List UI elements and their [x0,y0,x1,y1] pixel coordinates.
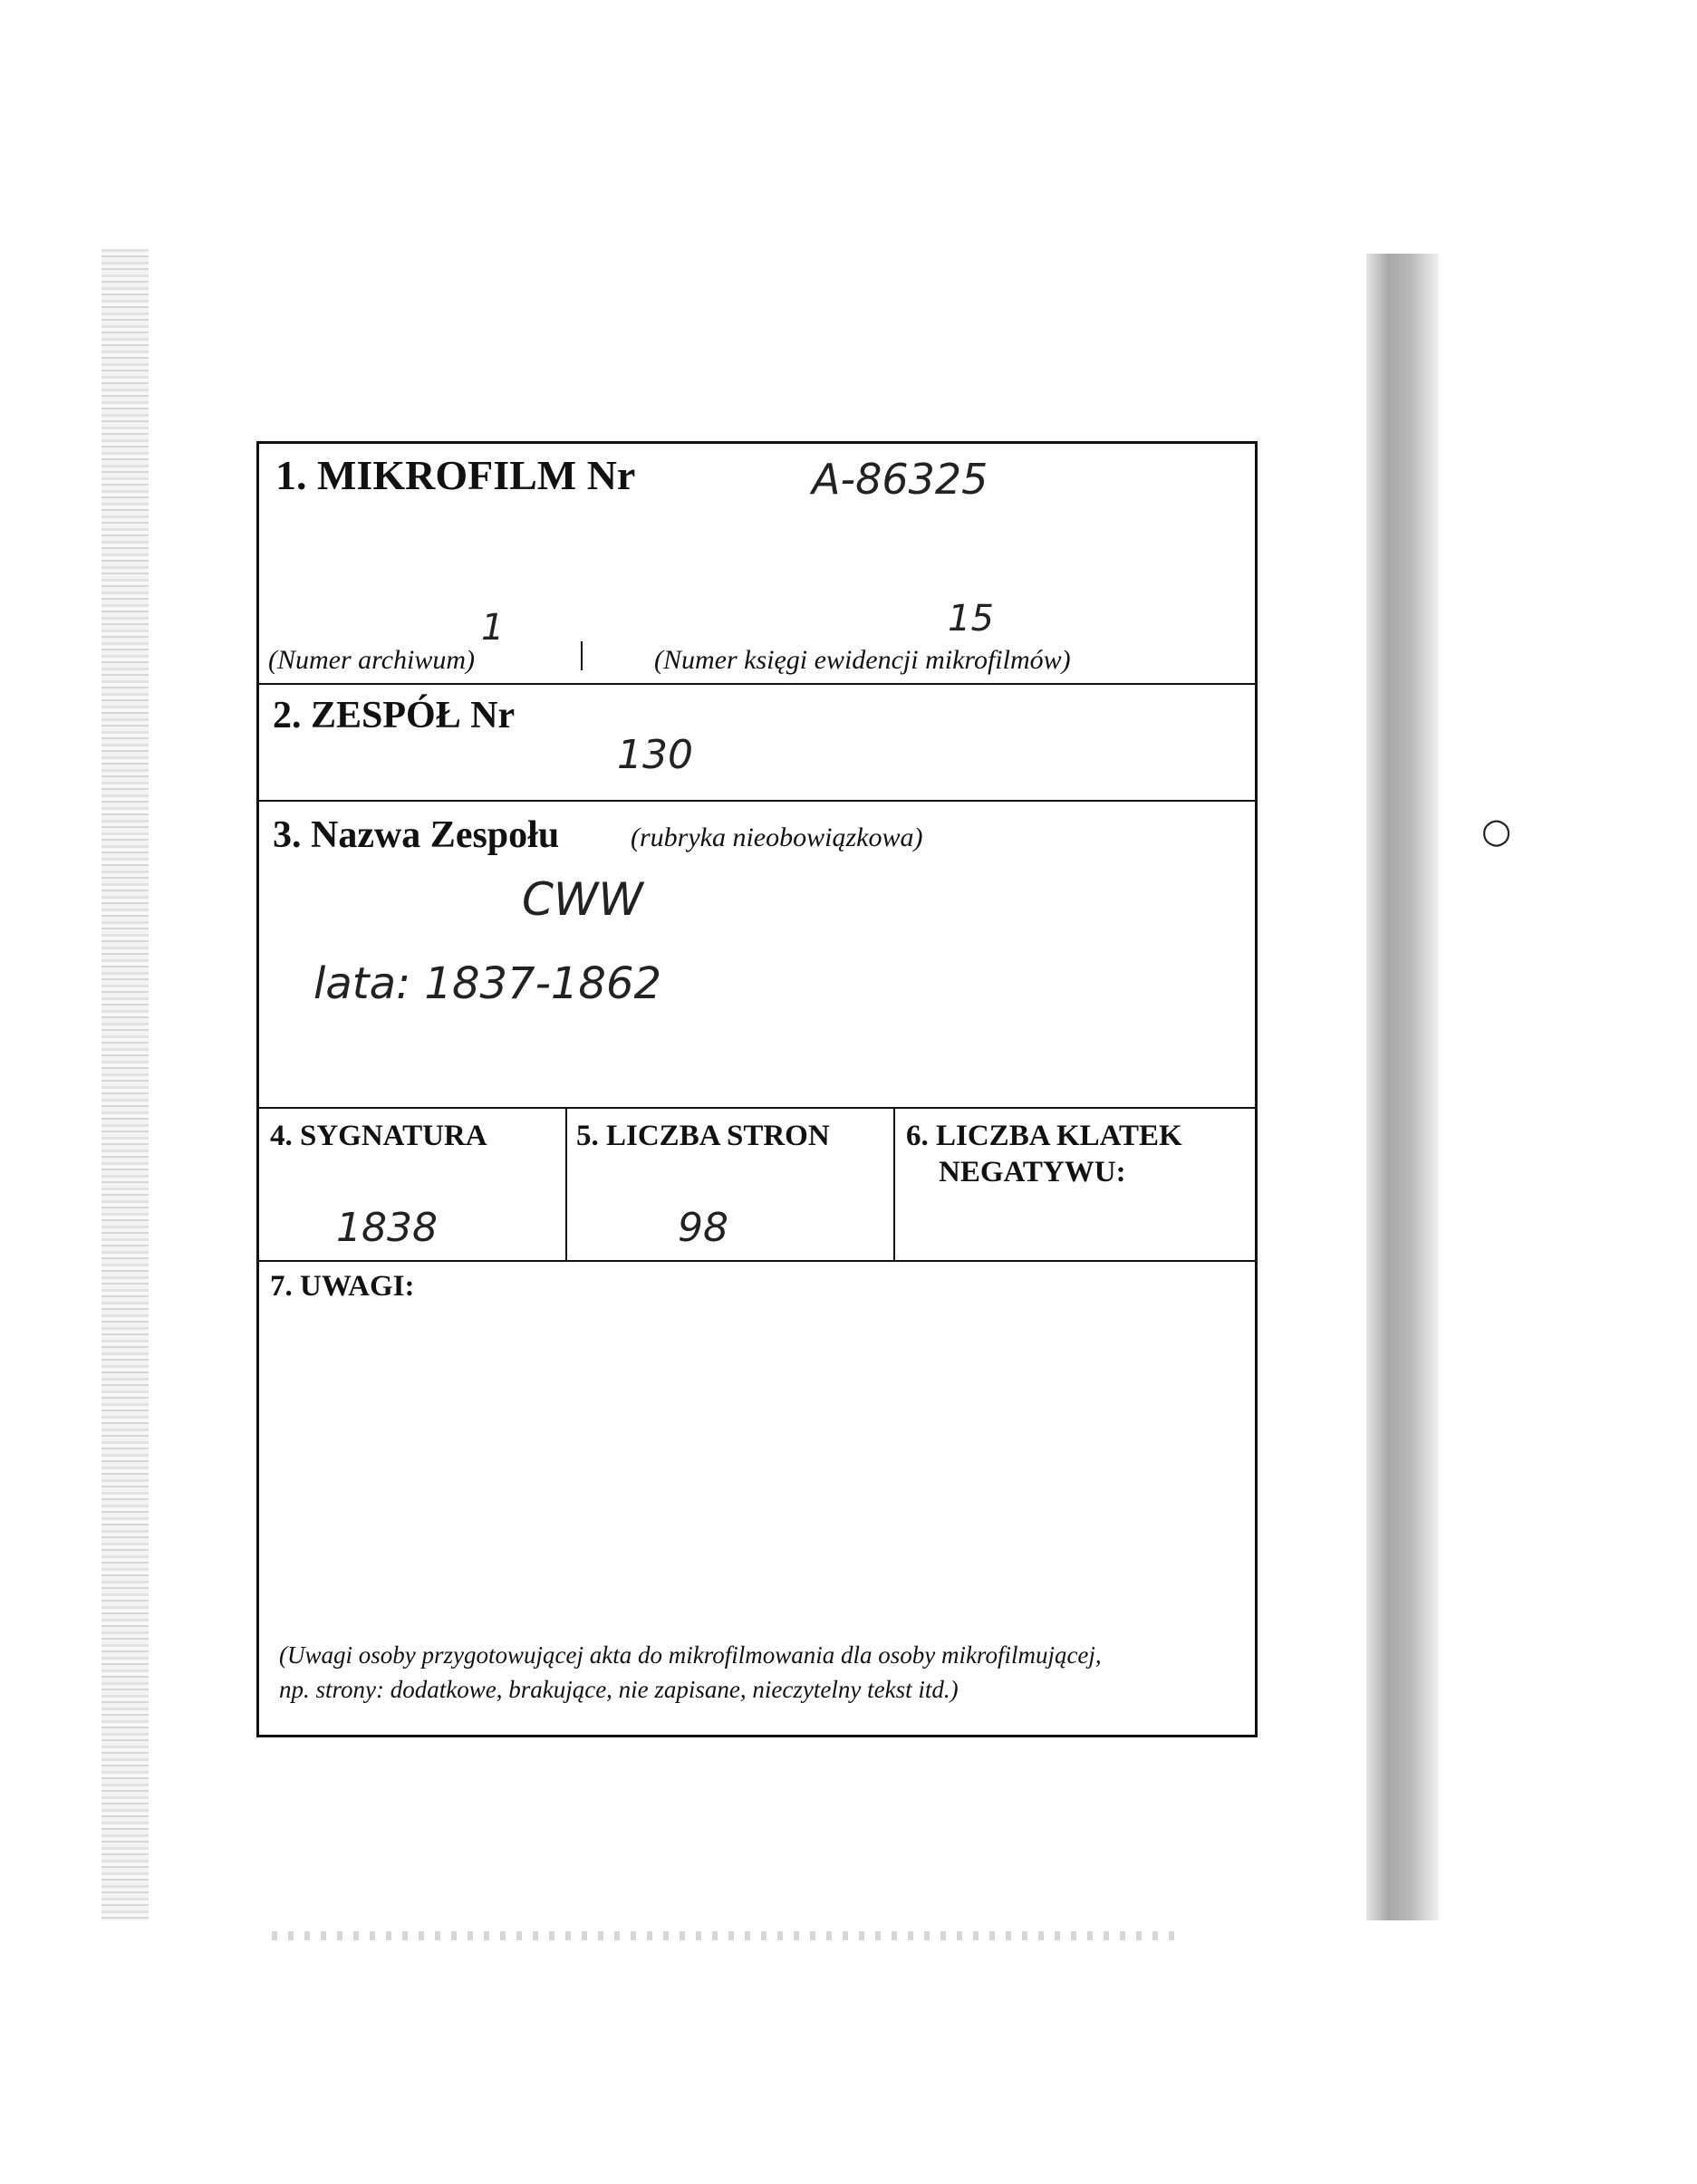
fonds-label: 2. ZESPÓŁ Nr [273,695,516,736]
signature-value: 1838 [336,1205,438,1251]
caption-divider [581,641,583,670]
divider-2 [259,800,1255,802]
register-number-caption: (Numer księgi ewidencji mikrofilmów) [654,645,1071,675]
fonds-dates: lata: 1837-1862 [313,958,662,1009]
column-divider-1 [565,1107,567,1261]
fonds-name-value: CWW [522,873,643,926]
remarks-label: 7. UWAGI: [270,1270,415,1303]
fonds-name-label: 3. Nazwa Zespołu [273,814,560,856]
microfilm-form [256,441,1258,1737]
microfilm-number: A-86325 [812,455,988,504]
archive-number-caption: (Numer archiwum) [268,645,476,675]
archive-number-value: 1 [481,607,505,649]
divider-3 [259,1107,1255,1109]
remarks-note-line1: (Uwagi osoby przygotowującej akta do mikrofilmowania dla osoby mikrofilmującej, [279,1641,1102,1669]
remarks-note-line2: np. strony: dodatkowe, brakujące, nie zapisane, nieczytelny tekst itd.) [279,1676,959,1703]
scan-right-edge [1366,254,1439,1920]
pages-label: 5. LICZBA STRON [576,1120,830,1152]
microfilm-label: 1. MIKROFILM Nr [275,452,636,498]
divider-1 [259,683,1255,685]
fonds-number: 130 [617,732,693,778]
column-divider-2 [893,1107,895,1261]
register-number-value: 15 [948,598,994,640]
frames-label-line1: 6. LICZBA KLATEK [906,1120,1182,1152]
fonds-name-note: (rubryka nieobowiązkowa) [631,823,923,852]
divider-4 [259,1260,1255,1262]
signature-label: 4. SYGNATURA [270,1120,487,1152]
frames-label-line2: NEGATYWU: [939,1156,1126,1188]
stray-mark: ○ [1481,811,1512,851]
scan-left-edge [101,249,149,1920]
scan-bottom-edge [272,1931,1178,1940]
pages-value: 98 [678,1205,728,1251]
